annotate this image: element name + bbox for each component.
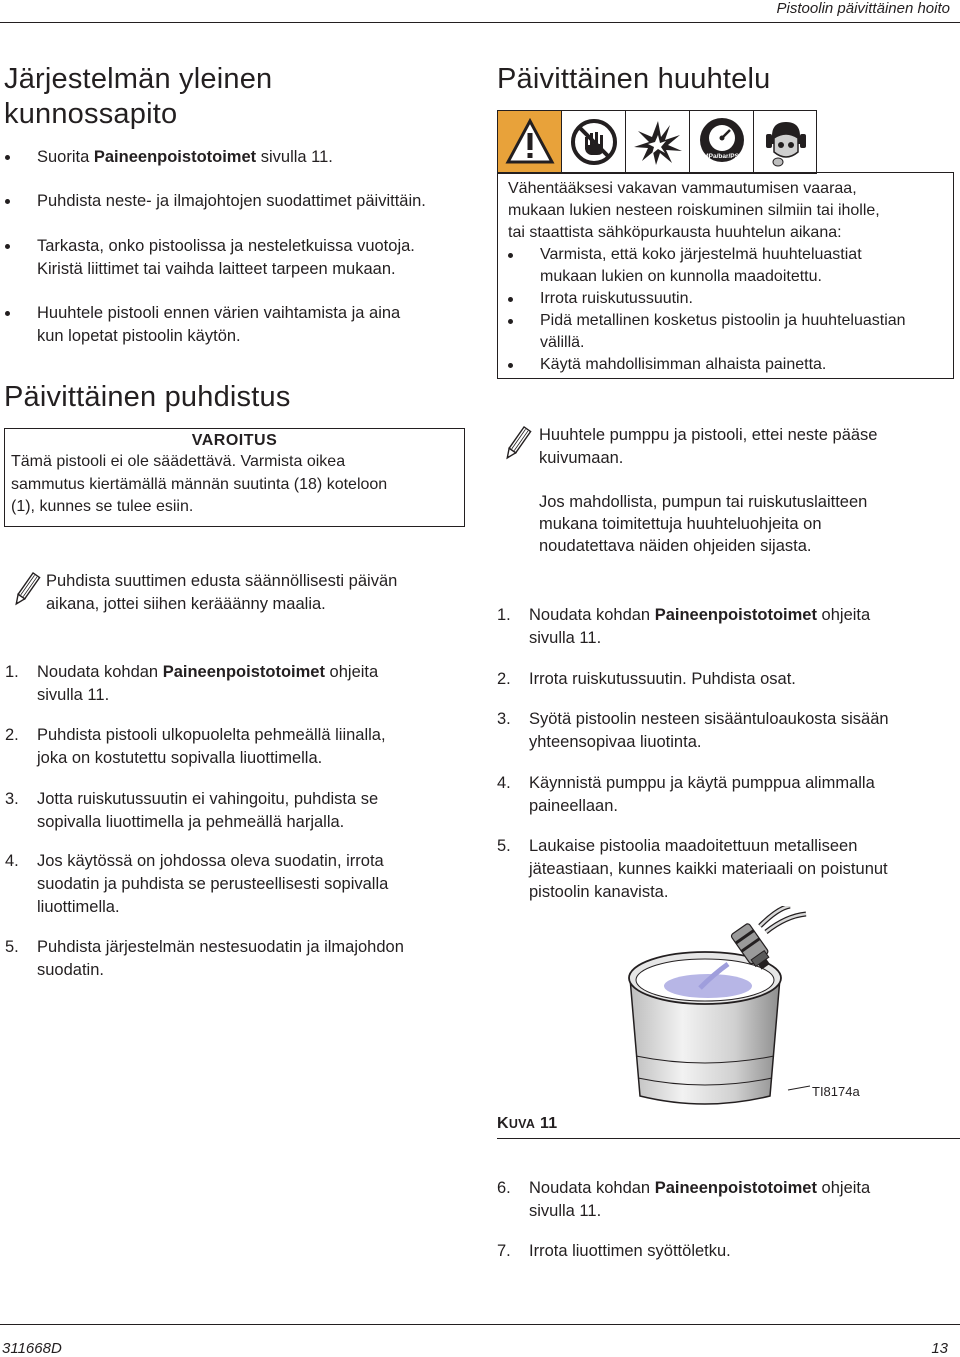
flush-figure-illustration (610, 906, 820, 1110)
section-title-cleaning: Päivittäinen puhdistus (4, 381, 291, 413)
explosion-icon (625, 110, 689, 174)
pencil-note-icon (497, 424, 537, 464)
warning-heading: VAROITUS (191, 432, 278, 449)
header-rule (0, 22, 960, 23)
link-pressure-relief: Paineenpoistotoimet (654, 1179, 817, 1197)
bullet-dot (5, 199, 10, 204)
pencil-note-icon (6, 570, 46, 610)
link-pressure-relief: Paineenpoistotoimet (93, 148, 257, 166)
no-hand-icon (561, 110, 625, 174)
figure-code: TI8174a (812, 1084, 860, 1099)
figure-caption: KUVA 11 (497, 1115, 558, 1132)
link-pressure-relief: Paineenpoistotoimet (162, 663, 325, 681)
section-title-flushing: Päivittäinen huuhtelu (497, 63, 771, 95)
running-header: Pistoolin päivittäinen hoito (776, 0, 950, 17)
warning-icon (497, 110, 561, 174)
flush-note-1: Huuhtele pumppu ja pistooli, ettei neste pääse kuivumaan. (539, 426, 878, 467)
page-number: 13 (931, 1340, 948, 1357)
cleaning-note: Puhdista suuttimen edusta säännöllisesti päivän aikana, jottei siihen kerääänny maalia. (46, 572, 398, 613)
bullet-dot (5, 155, 10, 160)
face-shield-icon (753, 110, 817, 174)
svg-text:MPa/bar/PSI: MPa/bar/PSI (702, 153, 741, 160)
footer-rule (0, 1324, 960, 1325)
hazard-icon-row (497, 110, 955, 174)
link-pressure-relief: Paineenpoistotoimet (654, 606, 817, 624)
flush-warning-text-box: Vähentääksesi vakavan vammautumisen vaaraa, mukaan lukien nesteen roiskuminen silmiin tai iholle, tai staattista sähköpurkausta huuhtelun aikana: Varmista, että koko järjestelmä huuhteluastiat mukaan lukien on kunnolla maadoitettu. Irrota ruiskutussuutin. Pidä metallinen kosketus pistoolin ja huuhteluastian välillä. Käytä mahdollisimman alhaista painetta. (497, 172, 954, 379)
flush-warning-block (497, 110, 955, 380)
cleaning-warning-box (4, 428, 465, 527)
pressure-gauge-icon (689, 110, 753, 174)
bullet-dot (5, 244, 10, 249)
doc-number: 311668D (2, 1340, 62, 1357)
warning-text: Tämä pistooli ei ole säädettävä. Varmista oikea sammutus kiertämällä männän suutinta (18) koteloon (1), kunnes se tulee esiin. (11, 453, 388, 515)
bullet-dot (5, 311, 10, 316)
section-title-maintenance: Järjestelmän yleinen kunnossapito (4, 63, 273, 130)
figure-rule (497, 1138, 960, 1139)
flush-note-2: Jos mahdollista, pumpun tai ruiskutuslaitteen mukana toimitettuja huuhteluohjeita on noudatettava näiden ohjeiden sijasta. (539, 493, 868, 555)
